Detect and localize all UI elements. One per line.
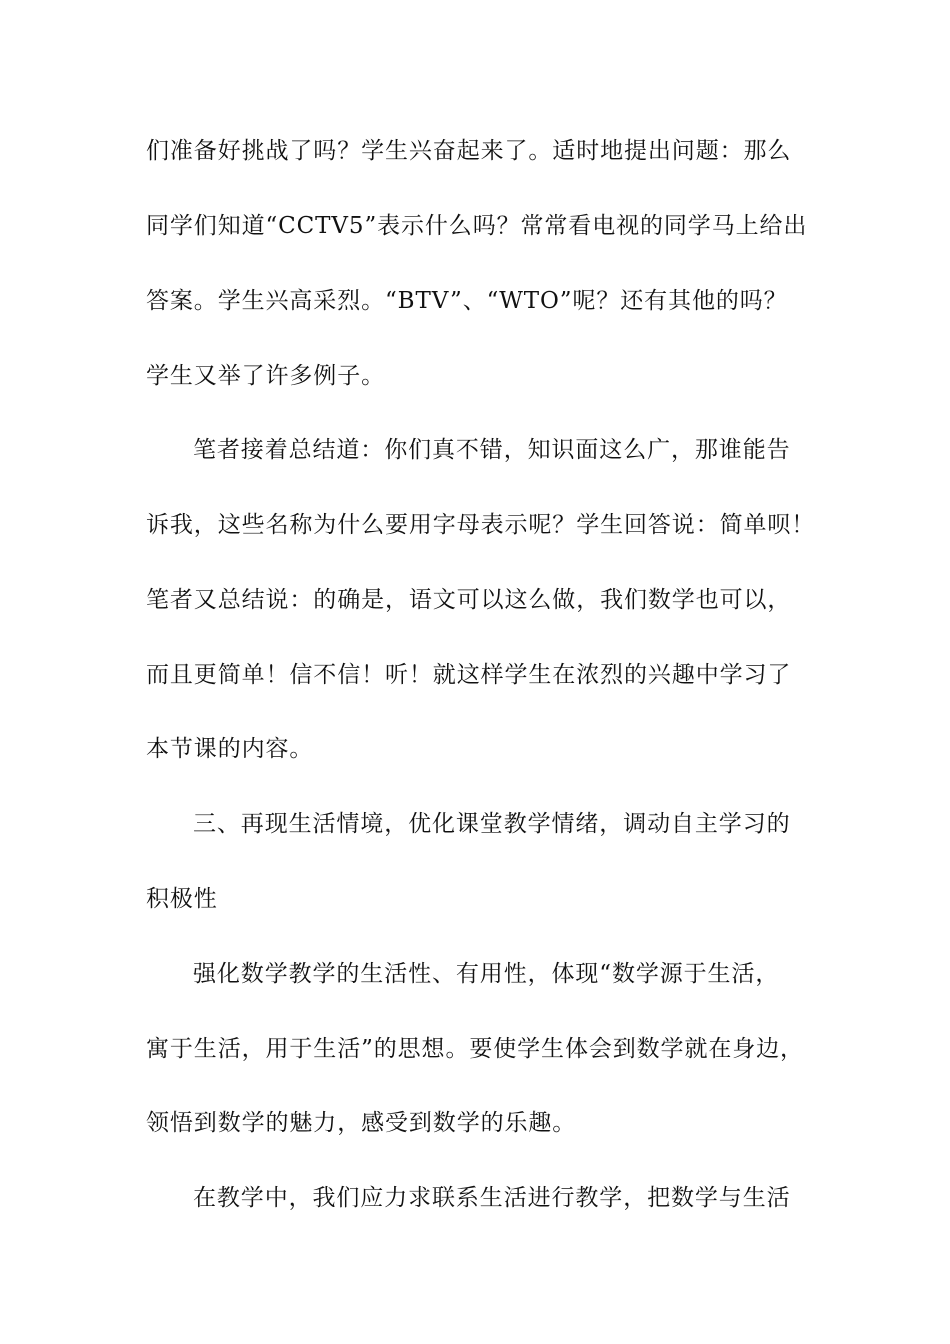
text-line: 们准备好挑战了吗？学生兴奋起来了。适时地提出问题：那么 <box>146 138 792 164</box>
text-line: 笔者又总结说：的确是，语文可以这么做，我们数学也可以， <box>146 587 792 613</box>
text-line: 本节课的内容。 <box>146 736 314 762</box>
text-line: 诉我，这些名称为什么要用字母表示呢？学生回答说：简单呗！ <box>146 512 816 538</box>
text-line: 寓于生活，用于生活”的思想。要使学生体会到数学就在身边， <box>146 1036 804 1062</box>
text-line: 答案。学生兴高采烈。“BTV”、“WTO”呢？还有其他的吗？ <box>146 288 788 314</box>
paragraph-first-line: 强化数学教学的生活性、有用性，体现“数学源于生活， <box>193 961 780 987</box>
paragraph-first-line: 笔者接着总结道：你们真不错，知识面这么广，那谁能告 <box>193 437 791 463</box>
text-line: 领悟到数学的魅力，感受到数学的乐趣。 <box>146 1110 577 1136</box>
section-heading-continued: 积极性 <box>146 886 218 912</box>
text-line: 同学们知道“CCTV5”表示什么吗？常常看电视的同学马上给出 <box>146 213 808 239</box>
paragraph-first-line: 在教学中，我们应力求联系生活进行教学，把数学与生活 <box>193 1185 791 1211</box>
section-heading: 三、再现生活情境，优化课堂教学情绪，调动自主学习的 <box>193 811 791 837</box>
text-line: 学生又举了许多例子。 <box>146 363 385 389</box>
text-line: 而且更简单！信不信！听！就这样学生在浓烈的兴趣中学习了 <box>146 662 792 688</box>
